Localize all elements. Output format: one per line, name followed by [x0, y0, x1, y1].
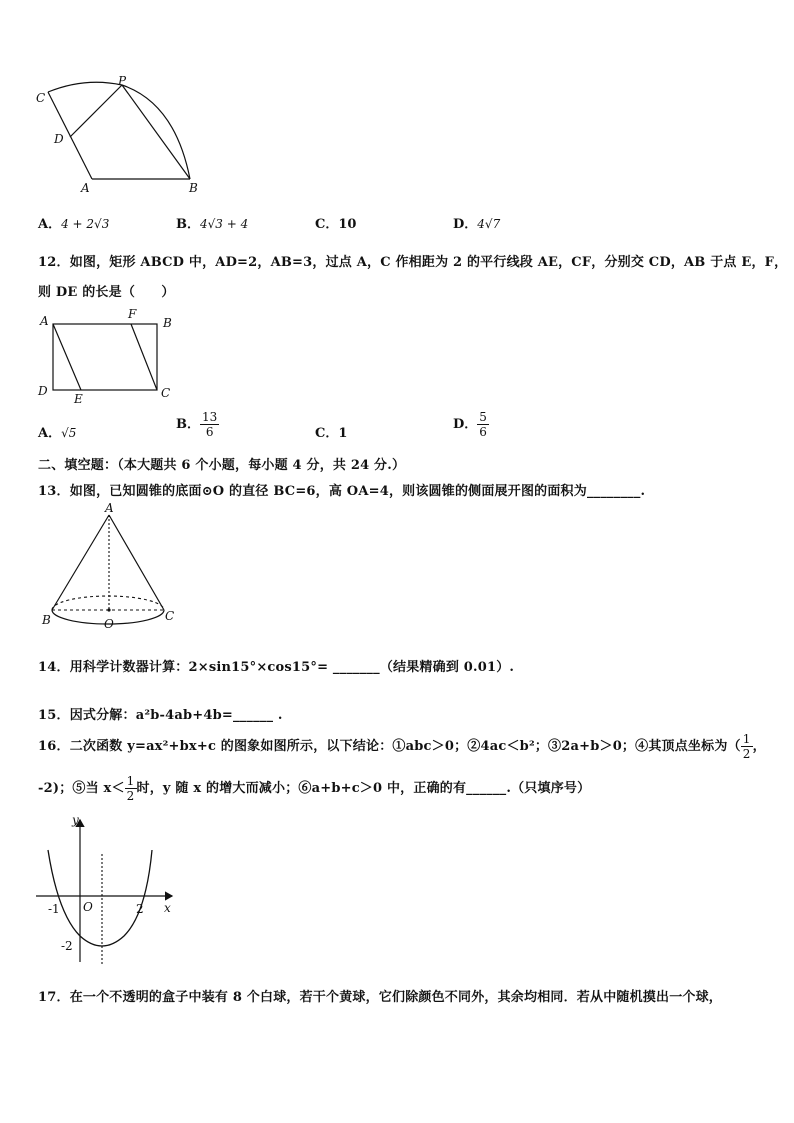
q16-label-neg1: -1: [48, 902, 60, 916]
q13-stem: 13．如图，已知圆锥的底面⊙O 的直径 BC=6，高 OA=4，则该圆锥的侧面展开图的面积为________.: [38, 484, 646, 499]
q12-label-d: D: [38, 384, 48, 398]
q16-x-fraction: $\frac{1}{2}$: [126, 774, 135, 803]
q16-label-o: O: [83, 900, 93, 914]
q12-label-f: F: [128, 307, 137, 321]
q14-stem: 14．用科学计数器计算：2×sin15°×cos15°= _______（结果精确到 0.01）.: [38, 660, 515, 675]
q12-stem-line1: 12．如图，矩形 ABCD 中，AD=2，AB=3，过点 A，C 作相距为 2 的平行线段 AE，CF，分别交 CD，AB 于点 E，F，: [38, 255, 788, 270]
q13-label-b: B: [42, 613, 51, 627]
q13-label-c: C: [165, 609, 175, 623]
q11-option-c: C．10: [315, 217, 357, 232]
q11-label-d: D: [54, 132, 64, 146]
q11-figure: [30, 75, 205, 200]
q16-label-neg2: -2: [61, 939, 73, 953]
q16-vertex-fraction: $\frac{1}{2}$: [742, 732, 751, 761]
q16-label-y: y: [72, 813, 79, 827]
q11-option-a: A．4 + 2√3: [38, 217, 110, 232]
q11-label-a: A: [81, 181, 90, 195]
q12-option-a: A．√5: [38, 426, 77, 441]
q11-label-p: P: [118, 75, 127, 88]
q13-label-o: O: [104, 617, 114, 631]
q12-label-b: B: [163, 316, 172, 330]
q12-option-d-fraction: $\frac{5}{6}$: [479, 410, 487, 439]
q12-option-b-fraction: $\frac{13}{6}$: [202, 410, 218, 439]
q11-label-b: B: [189, 181, 198, 195]
q16-label-2: 2: [136, 902, 144, 916]
q16-stem-line1: 16．二次函数 y=ax²+bx+c 的图象如图所示，以下结论：①abc＞0；②4ac＜b²；③2a+b＞0；④其顶点坐标为（ $\frac{1}{2}$ ，: [38, 732, 766, 761]
q12-stem-line2: 则 DE 的长是（ ）: [38, 285, 175, 300]
q12-label-c: C: [161, 386, 171, 400]
q11-option-b: B．4√3 + 4: [176, 217, 249, 232]
q17-stem: 17．在一个不透明的盒子中装有 8 个白球，若干个黄球，它们除颜色不同外，其余均相同．若从中随机摸出一个球，: [38, 990, 722, 1005]
q16-label-x: x: [164, 901, 171, 915]
section-heading-fill-in: 二、填空题：（本大题共 6 个小题，每小题 4 分，共 24 分.）: [38, 458, 406, 473]
q12-option-c: C．1: [315, 426, 348, 441]
q13-label-a: A: [105, 501, 114, 515]
q16-parabola-figure: [30, 810, 190, 970]
q13-cone-figure: [34, 500, 184, 635]
q15-stem: 15．因式分解：a²b-4ab+4b=______ .: [38, 708, 283, 723]
q11-label-c: C: [36, 91, 46, 105]
q12-option-d: D． $\frac{5}{6}$: [453, 410, 487, 439]
q16-stem-line2: -2)；⑤当 x＜ $\frac{1}{2}$ 时，y 随 x 的增大而减小；⑥a+b+c＞0 中，正确的有______.（只填序号）: [38, 774, 591, 803]
q12-option-b: B． $\frac{13}{6}$: [176, 410, 218, 439]
q12-figure: [34, 305, 184, 405]
q12-label-a: A: [40, 314, 49, 328]
q11-option-d: D．4√7: [453, 217, 501, 232]
q12-label-e: E: [74, 392, 83, 405]
